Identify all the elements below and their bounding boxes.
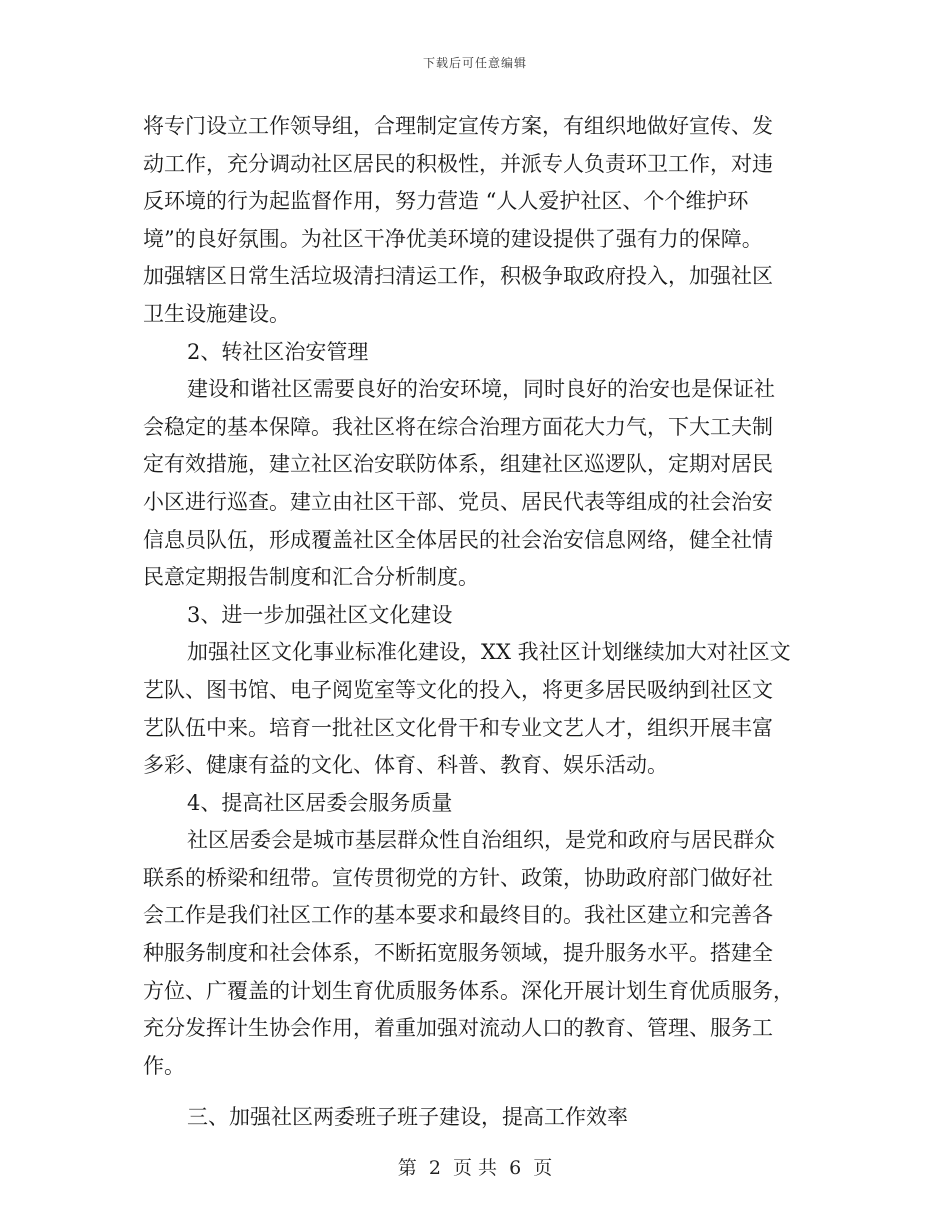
footer-prefix: 第 — [397, 1157, 417, 1179]
section-4 — [143, 785, 808, 1086]
paragraph-line: 加强社区文化事业标准化建设，XX 我社区计划继续加大对社区文 — [187, 640, 791, 665]
section-heading: 3、进一步加强社区文化建设 — [187, 602, 453, 627]
document-body — [143, 108, 808, 1137]
paragraph-line: 境”的良好氛围。为社区干净优美环境的建设提供了强有力的保障。 — [143, 226, 763, 251]
paragraph-line: 多彩、健康有益的文化、体育、科普、教育、娱乐活动。 — [143, 753, 668, 778]
footer-middle: 页 共 — [452, 1157, 498, 1179]
section-heading: 2、转社区治安管理 — [187, 339, 369, 364]
paragraph-line: 动工作，充分调动社区居民的积极性，并派专人负责环卫工作，对违 — [143, 151, 773, 176]
paragraph-line: 种服务制度和社会体系，不断拓宽服务领域，提升服务水平。搭建全 — [143, 941, 773, 966]
paragraph-line: 联系的桥梁和纽带。宣传贯彻党的方针、政策，协助政府部门做好社 — [143, 865, 773, 890]
paragraph-line: 小区进行巡查。建立由社区干部、党员、居民代表等组成的社会治安 — [143, 489, 773, 514]
section-heading: 三、加强社区两委班子班子建设，提高工作效率 — [187, 1105, 628, 1130]
paragraph-1 — [143, 108, 808, 334]
paragraph-line: 将专门设立工作领导组，合理制定宣传方案，有组织地做好宣传、发 — [143, 114, 773, 138]
footer-suffix: 页 — [533, 1157, 553, 1179]
section-3 — [143, 597, 808, 785]
paragraph-line: 民意定期报告制度和汇合分析制度。 — [143, 565, 479, 590]
paragraph-line: 建设和谐社区需要良好的治安环境，同时良好的治安也是保证社 — [187, 377, 775, 402]
paragraph-line: 作。 — [143, 1053, 185, 1078]
paragraph-line: 定有效措施，建立社区治安联防体系，组建社区巡逻队，定期对居民 — [143, 452, 773, 477]
paragraph-line: 会稳定的基本保障。我社区将在综合治理方面花大力气，下大工夫制 — [143, 414, 773, 439]
section-three — [143, 1099, 808, 1137]
paragraph-line: 艺队伍中来。培育一批社区文化骨干和专业文艺人才，组织开展丰富 — [143, 715, 773, 740]
paragraph-line: 加强辖区日常生活垃圾清扫清运工作，积极争取政府投入，加强社区 — [143, 264, 773, 289]
page-header: 下载后可任意编辑 — [422, 56, 527, 70]
paragraph-line: 艺队、图书馆、电子阅览室等文化的投入，将更多居民吸纳到社区文 — [143, 677, 773, 702]
paragraph-line: 会工作是我们社区工作的基本要求和最终目的。我社区建立和完善各 — [143, 903, 773, 928]
paragraph-line: 反环境的行为起监督作用，努力营造 “人人爱护社区、个个维护环 — [143, 189, 749, 214]
paragraph-line: 方位、广覆盖的计划生育优质服务体系。深化开展计划生育优质服务， — [143, 978, 794, 1003]
total-pages-number: 6 — [509, 1157, 522, 1179]
section-heading: 4、提高社区居委会服务质量 — [187, 790, 453, 815]
current-page-number: 2 — [428, 1157, 441, 1179]
section-gap — [143, 1085, 808, 1099]
page-footer — [0, 1153, 950, 1180]
paragraph-line: 充分发挥计生协会作用，着重加强对流动人口的教育、管理、服务工 — [143, 1016, 773, 1041]
paragraph-line: 信息员队伍，形成覆盖社区全体居民的社会治安信息网络，健全社情 — [143, 527, 773, 552]
section-2 — [143, 334, 808, 597]
paragraph-line: 卫生设施建设。 — [143, 301, 290, 326]
paragraph-line: 社区居委会是城市基层群众性自治组织，是党和政府与居民群众 — [187, 828, 775, 853]
